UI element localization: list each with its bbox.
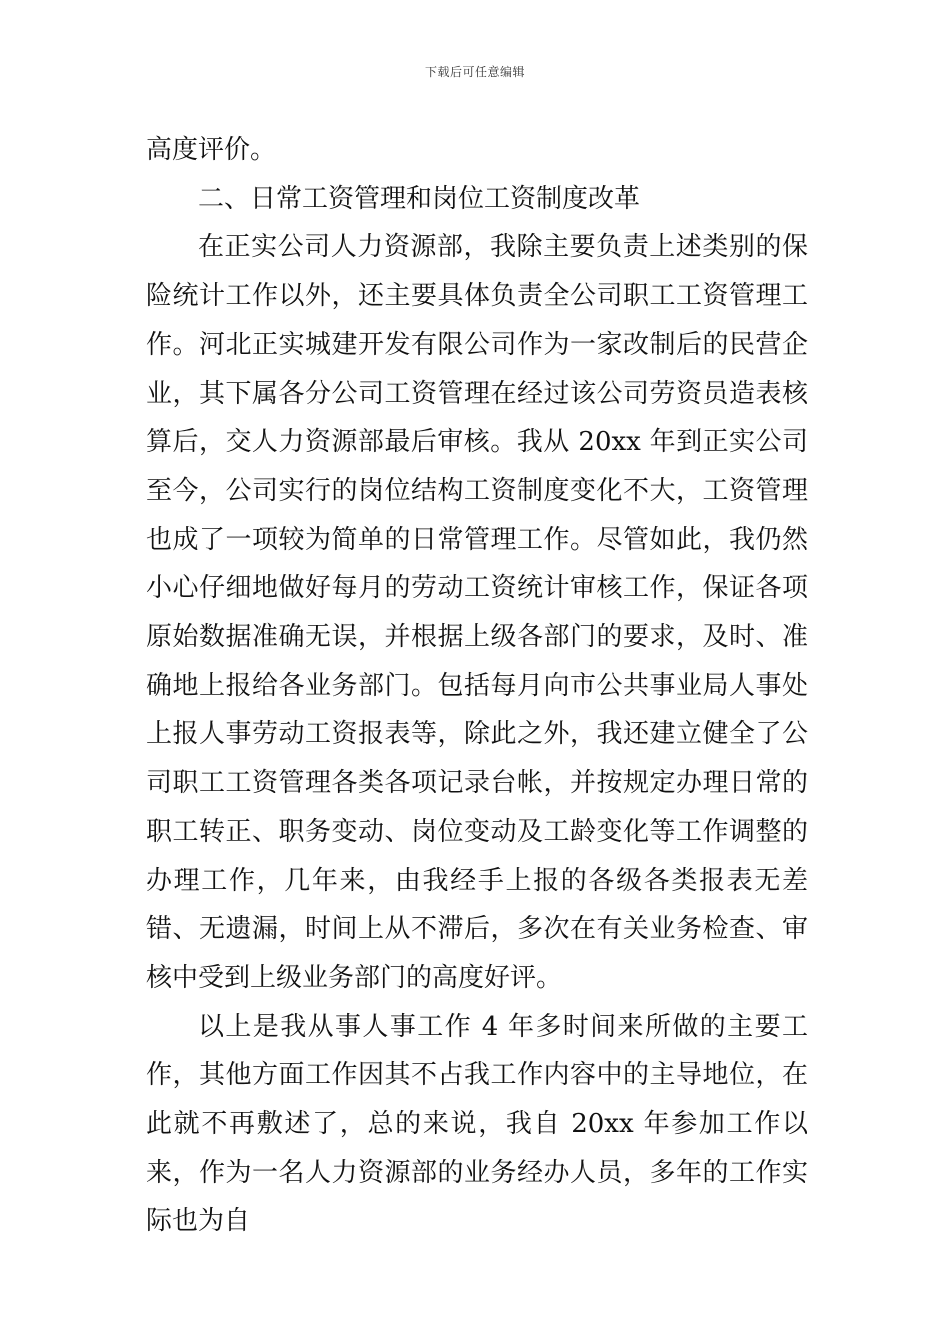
paragraph-continuation: 高度评价。 [146, 135, 277, 165]
page-header-note: 下载后可任意编辑 [424, 65, 525, 79]
section-heading: 二、日常工资管理和岗位工资制度改革 [198, 183, 641, 214]
paragraph-wage-management: 在正实公司人力资源部，我除主要负责上述类别的保险统计工作以外，还主要具体负责全公司职工工资管理工作。河北正实城建开发有限公司作为一家改制后的民营企业，其下属各分公司工资管理在经过该公司劳资员造表核算后，交人力资源部最后审核。我从 20xx 年到正实公司至今，公司实行的岗位结构工资制度变化不大，工资管理也成了一项较为简单的日常管理工作。尽管如此，我仍然小心仔细地做好每月的劳动工资统计审核工作，保证各项原始数据准确无误，并根据上级各部门的要求，及时、准确地上报给各业务部门。包括每月向市公共事业局人事处上报人事劳动工资报表等，除此之外，我还建立健全了公司职工工资管理各类各项记录台帐，并按规定办理日常的职工转正、职务变动、岗位变动及工龄变化等工作调整的办理工作，几年来，由我经手上报的各级各类报表无差错、无遗漏，时间上从不滞后，多次在有关业务检查、审核中受到上级业务部门的高度好评。 [146, 232, 808, 993]
paragraph-summary: 以上是我从事人事工作 4 年多时间来所做的主要工作，其他方面工作因其不占我工作内容中的主导地位，在此就不再敷述了，总的来说，我自 20xx 年参加工作以来，作为一名人力资源部的业务经办人员，多年的工作实际也为自 [146, 1011, 808, 1237]
document-body [146, 126, 808, 1246]
